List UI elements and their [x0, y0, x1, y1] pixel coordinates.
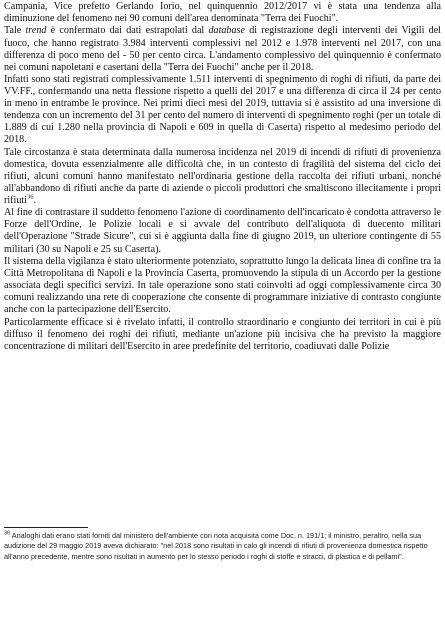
footnote-reference[interactable]: 36 — [27, 193, 34, 201]
paragraph-text: . — [33, 194, 37, 206]
footnote-36 — [4, 531, 429, 562]
paragraph-7 — [4, 317, 441, 353]
term-trend: trend — [25, 25, 47, 37]
paragraph-text: Infatti sono stati registrati complessivamente 1.511 interventi di spegnimento di roghi di rifiuti, da parte dei VV.FF., confermando una netta flessione rispetto a quelli del 2017 e una differenza di circa il 24 per cento in meno in entrambe le province. Nei primi dieci mesi del 2019, tuttavia si è assistito ad una inversione di tendenza con un incremento del 31 per cento del numero di interventi di spegnimento roghi (per un totale di 1.889 di cui 1.280 nella provincia di Napoli e 609 in quella di Caserta) rispetto al medesimo periodo del 2018. — [4, 74, 441, 146]
paragraph-text: Al fine di contrastare il suddetto fenomeno l'azione di coordinamento dell'incaricato è condotta attraverso le Forze dell'Ordine, le Polizie locali e si avvale del contributo dell'aliquota di duecento militari dell'Operazione "Strade Sicure", cui si è aggiunta dalla fine di giugno 2019, un ulteriore contingente di 55 militari (30 su Napoli e 25 su Caserta). — [4, 207, 441, 255]
footnote-text: Analoghi dati erano stati forniti dal ministero dell'ambiente con nota acquisita come Doc. n. 191/1; il ministro, peraltro, nella sua audizione del 29 maggio 2019 aveva dichiarato: "nel 2018 sono risultati in calo gli incendi di rifiuti di provenienza domestica rispetto all'anno precedente, mentre sono risultati in aumento per lo stesso periodo i roghi di stoffe e stracci, di plastica e di pellami". — [4, 531, 428, 561]
paragraph-text: Campania, Vice prefetto Gerlando Iorio, nel quinquennio 2012/2017 vi è stata una tendenza alla diminuzione del fenomeno nei 90 comuni dell'area denominata "Terra dei Fuochi". — [4, 1, 441, 25]
paragraph-text: Tale circostanza è stata determinata dalla numerosa incidenza nel 2019 di incendi di rifiuti di provenienza domestica, dovuta essenzialmente alle difficoltà che, in un contesto di fragilità del sistema del ciclo dei rifiuti, alcuni comuni hanno manifestato nell'ordinaria gestione della raccolta dei rifiuti urbani, nonché all'abbandono di rifiuti anche da parte di aziende o piccoli produttori che smaltiscono illecitamente i propri rifiuti — [4, 146, 441, 206]
paragraph-1 — [4, 1, 441, 25]
paragraph-text: è confermato dai dati estrapolati dal — [46, 25, 209, 37]
footnote-number: 36 — [4, 530, 11, 537]
paragraph-text: Particolarmente efficace si è rivelato infatti, il controllo straordinario e congiunto dei territori in cui è più diffuso il fenomeno dei roghi dei rifiuti, mediante un'azione più incisiva che ha previsto la maggiore concentrazione di militari dell'Esercito in aree predefinite del territorio, coadiuvati dalle Polizie — [4, 316, 441, 352]
paragraph-text: di registrazione degli interventi dei Vigili del fuoco, che hanno registrato 3.984 interventi complessivi nel 2012 e 1.978 interventi nel 2017, con una differenza di poco meno del - 50 per cento circa. L'andamento complessivo del quinquennio è confermato nei comuni napoletani e casertani della "Terra dei Fuochi" anche per il 2018. — [4, 25, 441, 73]
footnote-divider — [4, 527, 88, 528]
paragraph-6 — [4, 256, 441, 316]
paragraph-4 — [4, 147, 441, 207]
body-text — [4, 1, 441, 353]
paragraph-2 — [4, 25, 441, 73]
paragraph-5 — [4, 207, 441, 255]
paragraph-text: Tale — [4, 25, 26, 37]
paragraph-3 — [4, 74, 441, 146]
term-database: database — [208, 25, 245, 37]
paragraph-text: Il sistema della vigilanza è stato ulteriormente potenziato, soprattutto lungo la delicata linea di confine tra la Città Metropolitana di Napoli e la Provincia Caserta, promuovendo la stipula di un Accordo per la gestione associata degli specifici servizi. In tale operazione sono stati coinvolti ad oggi complessivamente circa 30 comuni realizzando una rete di cooperazione che consente di programmare iniziative di contrasto congiunte anche con la partecipazione dell'Esercito. — [4, 255, 441, 316]
